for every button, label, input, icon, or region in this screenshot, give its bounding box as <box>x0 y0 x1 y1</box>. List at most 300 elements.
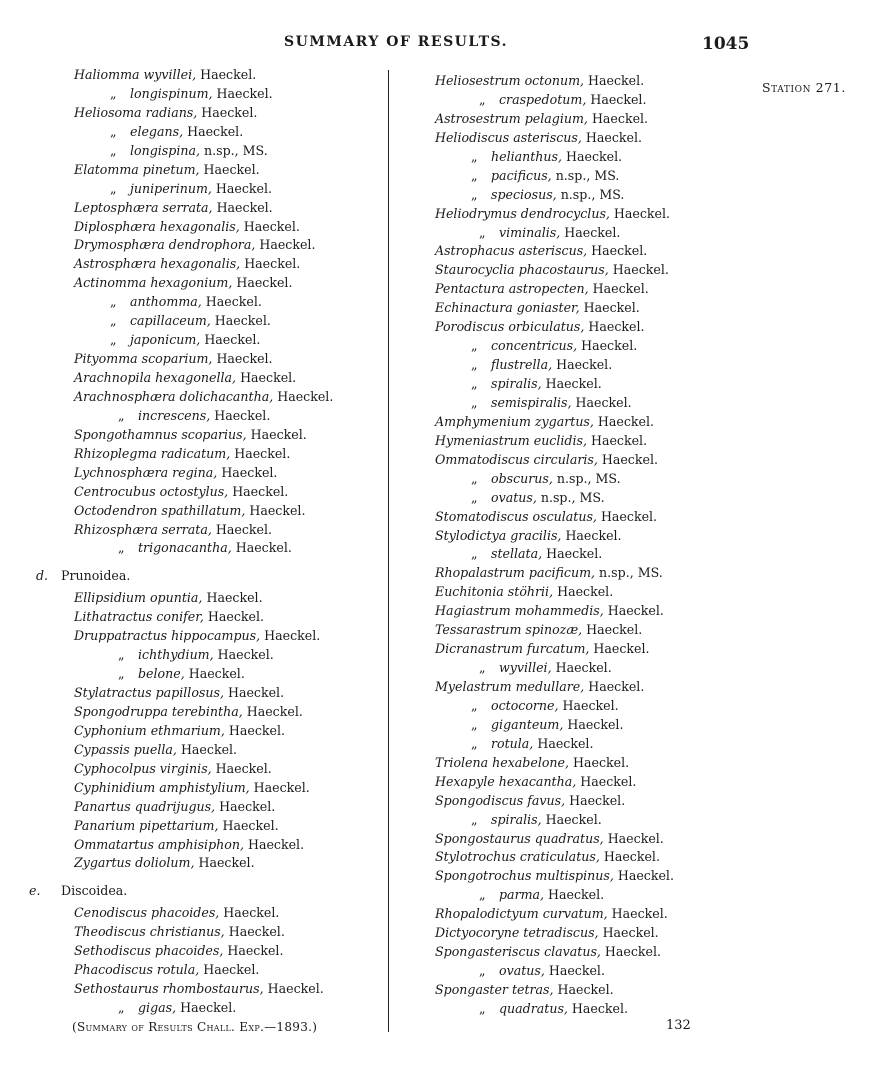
species-entry <box>74 703 388 722</box>
species-name: Diplosphæra hexagonalis, <box>74 218 240 234</box>
species-name: pacificus, <box>491 167 552 183</box>
species-name: capillaceum, <box>130 313 211 329</box>
species-entry <box>74 589 388 608</box>
species-entry <box>74 331 388 350</box>
species-author: Haeckel. <box>224 722 286 738</box>
species-author: Haeckel. <box>211 760 272 776</box>
species-author: Haeckel. <box>260 628 321 644</box>
species-entry <box>435 981 735 1000</box>
species-name: Panartus quadrijugus, <box>74 798 216 814</box>
species-entry <box>435 337 735 356</box>
species-author: Haeckel. <box>593 413 655 429</box>
species-author: Haeckel. <box>541 811 602 827</box>
species-name: Heliosoma radians, <box>74 104 198 120</box>
species-entry <box>74 369 388 388</box>
species-author: Haeckel. <box>558 697 619 713</box>
ditto-mark: „ <box>471 489 478 505</box>
section-heading-prunoidea <box>36 567 388 586</box>
species-author: Haeckel. <box>584 73 645 88</box>
species-name: wyvillei, <box>499 660 552 676</box>
species-entry <box>74 999 388 1018</box>
right-column <box>435 72 735 1019</box>
species-name: Astrophacus asteriscus, <box>435 243 588 259</box>
species-author: Haeckel. <box>542 546 603 562</box>
species-name: Hexapyle hexacantha, <box>435 773 577 789</box>
species-entry <box>74 760 388 779</box>
species-entry <box>74 161 388 180</box>
species-name: Elatomma pinetum, <box>74 161 200 177</box>
species-author: Haeckel. <box>200 332 261 348</box>
species-entry <box>435 564 735 583</box>
species-name: Pityomma scoparium, <box>74 351 213 367</box>
ditto-mark: „ <box>471 357 478 373</box>
species-author: Haeckel. <box>217 464 278 480</box>
species-entry <box>435 583 735 602</box>
species-author: Haeckel. <box>243 836 305 852</box>
entries-top <box>74 66 388 558</box>
species-author: n.sp., MS. <box>536 489 605 505</box>
species-author: Haeckel. <box>613 868 674 884</box>
species-entry <box>435 91 735 110</box>
species-entry <box>74 817 388 836</box>
species-name: japonicum, <box>130 332 201 348</box>
ditto-mark: „ <box>471 716 478 732</box>
species-entry <box>435 413 735 432</box>
species-entry <box>435 280 735 299</box>
species-entry <box>74 180 388 199</box>
species-author: Haeckel. <box>544 887 605 903</box>
species-name: Ommatodiscus circularis, <box>435 451 598 467</box>
species-author: Haeckel. <box>184 666 245 682</box>
species-name: Panarium pipettarium, <box>74 817 219 833</box>
species-name: Drymosphæra dendrophora, <box>74 237 256 253</box>
species-entry <box>74 942 388 961</box>
species-author: Haeckel. <box>263 981 324 997</box>
species-name: Sethodiscus phacoides, <box>74 943 224 959</box>
species-entry <box>435 186 735 205</box>
species-author: Haeckel. <box>608 262 669 278</box>
species-name: juniperinum, <box>130 180 212 196</box>
species-entry <box>74 798 388 817</box>
ditto-mark: „ <box>471 338 478 354</box>
species-author: Haeckel. <box>236 370 297 385</box>
species-author: Haeckel. <box>240 256 301 272</box>
species-entry <box>435 678 735 697</box>
species-author: Haeckel. <box>597 451 658 467</box>
species-entry <box>435 848 735 867</box>
species-author: Haeckel. <box>607 906 668 922</box>
species-entry <box>435 299 735 318</box>
species-author: Haeckel. <box>215 798 276 814</box>
species-name: Heliosestrum octonum, <box>435 73 585 88</box>
species-entry <box>74 608 388 627</box>
ditto-mark: „ <box>471 735 478 751</box>
species-entry <box>435 697 735 716</box>
species-author: Haeckel. <box>581 129 643 145</box>
species-author: Haeckel. <box>582 622 643 638</box>
species-name: longispina, <box>130 142 200 158</box>
species-entry <box>435 962 735 981</box>
species-name: concentricus, <box>491 338 578 354</box>
species-entry <box>435 432 735 451</box>
species-name: Cyphinidium amphistylium, <box>74 779 250 795</box>
species-entry <box>74 646 388 665</box>
species-entry <box>435 261 735 280</box>
column-divider <box>388 70 389 1032</box>
species-author: Haeckel. <box>232 275 293 291</box>
ditto-mark: „ <box>110 313 117 329</box>
species-entry <box>74 407 388 426</box>
species-name: helianthus, <box>491 148 562 164</box>
species-name: Staurocyclia phacostaurus, <box>435 262 609 278</box>
species-entry <box>74 904 388 923</box>
species-author: Haeckel. <box>194 855 255 871</box>
species-author: Haeckel. <box>553 584 614 600</box>
species-author: Haeckel. <box>577 338 638 354</box>
species-name: Druppatractus hippocampus, <box>74 628 261 644</box>
ditto-mark: „ <box>118 647 125 663</box>
species-name: semispiralis, <box>491 394 572 410</box>
species-author: Haeckel. <box>223 685 285 700</box>
ditto-mark: „ <box>479 91 486 107</box>
species-name: Haliomma wyvillei, <box>74 67 197 82</box>
ditto-mark: „ <box>479 887 486 903</box>
species-entry <box>74 104 388 123</box>
species-entry <box>435 716 735 735</box>
species-author: Haeckel. <box>249 779 310 795</box>
ditto-mark: „ <box>110 85 117 101</box>
ditto-mark: „ <box>471 148 478 164</box>
species-name: Spongostaurus quadratus, <box>435 830 604 846</box>
species-entry <box>435 451 735 470</box>
species-name: Actinomma hexagonium, <box>74 275 233 291</box>
ditto-mark: „ <box>110 332 117 348</box>
species-author: Haeckel. <box>223 943 284 959</box>
species-entry <box>74 274 388 293</box>
species-name: gigas, <box>138 1000 177 1015</box>
species-entry <box>435 773 735 792</box>
species-author: Haeckel. <box>176 1000 237 1015</box>
species-name: Cyphonium ethmarium, <box>74 722 225 738</box>
species-name: Stylotrochus craticulatus, <box>435 849 600 865</box>
species-name: speciosus, <box>491 186 557 202</box>
species-author: Haeckel. <box>218 817 279 833</box>
species-entry <box>74 445 388 464</box>
species-author: Haeckel. <box>533 735 594 751</box>
species-author: Haeckel. <box>586 432 648 448</box>
ditto-mark: „ <box>110 294 117 310</box>
ditto-mark: „ <box>479 224 486 240</box>
species-author: Haeckel. <box>587 110 649 126</box>
species-name: Arachnopila hexagonella, <box>74 370 237 385</box>
species-author: Haeckel. <box>569 754 630 770</box>
species-author: Haeckel. <box>571 394 632 410</box>
species-name: Heliodiscus asteriscus, <box>435 129 582 145</box>
species-name: Spongodruppa terebintha, <box>74 703 243 719</box>
species-entry <box>435 754 735 773</box>
species-author: Haeckel. <box>197 104 258 120</box>
species-entry <box>74 684 388 703</box>
species-author: Haeckel. <box>588 281 649 297</box>
ditto-mark: „ <box>110 123 117 139</box>
species-entry <box>435 394 735 413</box>
species-author: Haeckel. <box>603 603 664 619</box>
species-name: viminalis, <box>499 224 561 240</box>
species-name: spiralis, <box>491 376 542 391</box>
species-entry <box>74 502 388 521</box>
species-entry <box>74 66 388 85</box>
species-author: n.sp., MS. <box>551 167 620 183</box>
species-entry <box>435 527 735 546</box>
species-name: Amphymenium zygartus, <box>435 413 594 429</box>
section-title: Discoidea. <box>61 883 128 899</box>
species-name: Lithatractus conifer, <box>74 609 204 625</box>
species-entry <box>435 129 735 148</box>
species-author: Haeckel. <box>201 294 262 310</box>
species-entry <box>435 242 735 261</box>
ditto-mark: „ <box>479 660 486 676</box>
species-name: Phacodiscus rotula, <box>74 962 200 978</box>
species-name: increscens, <box>138 407 211 423</box>
species-name: Echinactura goniaster, <box>435 300 580 316</box>
species-name: longispinum, <box>130 85 213 101</box>
species-entry <box>74 218 388 237</box>
entries-right <box>435 72 735 1019</box>
species-author: Haeckel. <box>245 502 306 518</box>
species-name: Stylodictya gracilis, <box>435 527 562 543</box>
species-author: Haeckel. <box>228 483 289 499</box>
ditto-mark: „ <box>471 394 478 410</box>
ditto-mark: „ <box>479 1000 486 1016</box>
species-entry <box>74 741 388 760</box>
species-entry <box>74 980 388 999</box>
species-author: Haeckel. <box>598 925 659 941</box>
species-name: spiralis, <box>491 811 542 827</box>
entries-prunoidea <box>74 589 388 873</box>
species-entry <box>435 110 735 129</box>
section-letter: d. <box>36 568 49 584</box>
species-entry <box>435 1000 735 1019</box>
species-name: Spongotrochus multispinus, <box>435 868 614 884</box>
running-head: SUMMARY OF RESULTS. <box>284 34 508 50</box>
species-name: ichthydium, <box>138 647 214 663</box>
species-name: belone, <box>138 666 185 682</box>
species-entry <box>435 830 735 849</box>
species-name: Astrosphæra hexagonalis, <box>74 256 241 272</box>
species-entry <box>74 236 388 255</box>
species-author: Haeckel. <box>599 849 660 865</box>
species-author: Haeckel. <box>273 388 334 404</box>
ditto-mark: „ <box>471 167 478 183</box>
species-author: Haeckel. <box>562 148 623 164</box>
species-name: Tessarastrum spinozæ, <box>435 622 583 638</box>
species-name: ovatus, <box>491 489 537 505</box>
species-name: flustrella, <box>491 357 553 373</box>
species-entry <box>74 426 388 445</box>
species-name: craspedotum, <box>499 91 587 107</box>
species-author: Haeckel. <box>202 590 263 606</box>
species-name: Cenodiscus phacoides, <box>74 905 220 921</box>
species-name: elegans, <box>130 123 184 139</box>
ditto-mark: „ <box>471 470 478 486</box>
ditto-mark: „ <box>118 666 125 682</box>
species-author: Haeckel. <box>176 741 238 757</box>
species-entry <box>435 811 735 830</box>
species-name: Porodiscus orbiculatus, <box>435 319 585 335</box>
species-name: Astrosestrum pelagium, <box>435 110 588 126</box>
page-number: 1045 <box>702 34 750 54</box>
species-entry <box>74 961 388 980</box>
species-author: Haeckel. <box>560 224 621 240</box>
species-name: octocorne, <box>491 697 559 713</box>
species-name: Zygartus doliolum, <box>74 855 195 871</box>
species-name: anthomma, <box>130 294 202 310</box>
species-author: Haeckel. <box>551 660 612 676</box>
species-name: Rhizoplegma radicatum, <box>74 445 231 461</box>
species-author: Haeckel. <box>589 641 650 657</box>
species-entry <box>435 735 735 754</box>
species-author: Haeckel. <box>584 319 645 335</box>
species-author: n.sp., MS. <box>200 142 268 158</box>
species-name: Rhopalodictyum curvatum, <box>435 906 608 922</box>
left-column <box>29 66 388 1018</box>
species-name: Ellipsidium opuntia, <box>74 590 203 606</box>
ditto-mark: „ <box>118 407 125 423</box>
species-author: Haeckel. <box>212 199 273 215</box>
species-author: Haeckel. <box>211 180 273 196</box>
species-entry <box>74 923 388 942</box>
species-entry <box>435 148 735 167</box>
entries-discoidea <box>74 904 388 1018</box>
species-name: rotula, <box>491 735 534 751</box>
species-author: Haeckel. <box>553 982 614 997</box>
species-entry <box>435 602 735 621</box>
species-name: Ommatartus amphisiphon, <box>74 836 244 852</box>
species-name: Spongasteriscus clavatus, <box>435 944 601 960</box>
species-entry <box>435 886 735 905</box>
ditto-mark: „ <box>479 963 486 979</box>
species-author: Haeckel. <box>224 924 285 940</box>
ditto-mark: „ <box>110 180 117 196</box>
species-author: Haeckel. <box>231 540 292 556</box>
species-entry <box>435 167 735 186</box>
species-entry <box>74 665 388 684</box>
species-name: obscurus, <box>491 470 553 486</box>
species-author: n.sp., MS. <box>595 565 663 581</box>
species-entry <box>74 483 388 502</box>
species-name: Spongothamnus scoparius, <box>74 426 247 442</box>
species-name: stellata, <box>491 546 543 562</box>
species-author: Haeckel. <box>210 313 271 329</box>
species-entry <box>435 621 735 640</box>
species-entry <box>435 470 735 489</box>
species-name: quadratus, <box>499 1000 568 1016</box>
species-entry <box>74 255 388 274</box>
species-author: n.sp., MS. <box>552 470 621 486</box>
ditto-mark: „ <box>471 697 478 713</box>
species-name: Pentactura astropecten, <box>435 281 589 297</box>
species-author: Haeckel. <box>219 905 280 921</box>
species-name: Cypassis puella, <box>74 741 177 757</box>
species-entry <box>74 293 388 312</box>
species-author: Haeckel. <box>544 963 605 979</box>
species-entry <box>74 779 388 798</box>
species-entry <box>74 350 388 369</box>
species-entry <box>74 464 388 483</box>
species-name: Hymeniastrum euclidis, <box>435 432 587 448</box>
signature-number: 132 <box>666 1018 691 1033</box>
species-author: Haeckel. <box>586 91 647 107</box>
species-entry <box>74 199 388 218</box>
species-name: Arachnosphæra dolichacantha, <box>74 388 274 404</box>
species-author: Haeckel. <box>596 508 658 524</box>
species-name: Leptosphæra serrata, <box>74 199 213 215</box>
species-author: Haeckel. <box>230 445 291 461</box>
species-entry <box>74 521 388 540</box>
section-heading-discoidea <box>29 882 388 901</box>
species-author: Haeckel. <box>567 1000 629 1016</box>
species-author: Haeckel. <box>603 830 664 846</box>
ditto-mark: „ <box>118 1000 125 1015</box>
species-name: parma, <box>499 887 545 903</box>
species-name: giganteum, <box>491 716 564 732</box>
species-entry <box>435 205 735 224</box>
species-author: Haeckel. <box>561 527 622 543</box>
species-entry <box>435 943 735 962</box>
species-name: Stylatractus papillosus, <box>74 685 224 700</box>
species-author: n.sp., MS. <box>556 186 625 202</box>
species-author: Haeckel. <box>255 237 316 253</box>
species-entry <box>435 508 735 527</box>
species-entry <box>74 123 388 142</box>
species-name: Spongodiscus favus, <box>435 792 566 808</box>
species-author: Haeckel. <box>196 67 257 82</box>
ditto-mark: „ <box>110 142 117 158</box>
species-name: Dicranastrum furcatum, <box>435 641 590 657</box>
species-name: trigonacantha, <box>138 540 232 556</box>
species-entry <box>435 72 735 91</box>
species-name: Heliodrymus dendrocyclus, <box>435 205 610 221</box>
species-name: Sethostaurus rhombostaurus, <box>74 981 264 997</box>
section-letter: e. <box>29 883 41 899</box>
species-name: Cyphocolpus virginis, <box>74 760 212 776</box>
species-name: Triolena hexabelone, <box>435 754 569 770</box>
species-author: Haeckel. <box>541 376 602 391</box>
species-entry <box>435 318 735 337</box>
species-entry <box>435 489 735 508</box>
species-entry <box>435 375 735 394</box>
species-name: Rhizosphæra serrata, <box>74 521 212 537</box>
ditto-mark: „ <box>118 540 125 556</box>
species-name: Dictyocoryne tetradiscus, <box>435 925 599 941</box>
ditto-mark: „ <box>471 186 478 202</box>
species-author: Haeckel. <box>211 521 273 537</box>
species-entry <box>74 722 388 741</box>
species-entry <box>435 905 735 924</box>
section-title: Prunoidea. <box>61 568 131 584</box>
species-name: Centrocubus octostylus, <box>74 483 229 499</box>
species-author: Haeckel. <box>242 703 303 719</box>
species-name: Euchitonia stöhrii, <box>435 584 554 600</box>
species-author: Haeckel. <box>239 218 300 234</box>
station-label: Station 271. <box>762 80 846 95</box>
species-entry <box>74 142 388 161</box>
species-name: Rhopalastrum pacificum, <box>435 565 596 581</box>
species-entry <box>435 792 735 811</box>
species-entry <box>74 627 388 646</box>
species-entry <box>74 388 388 407</box>
species-entry <box>74 836 388 855</box>
